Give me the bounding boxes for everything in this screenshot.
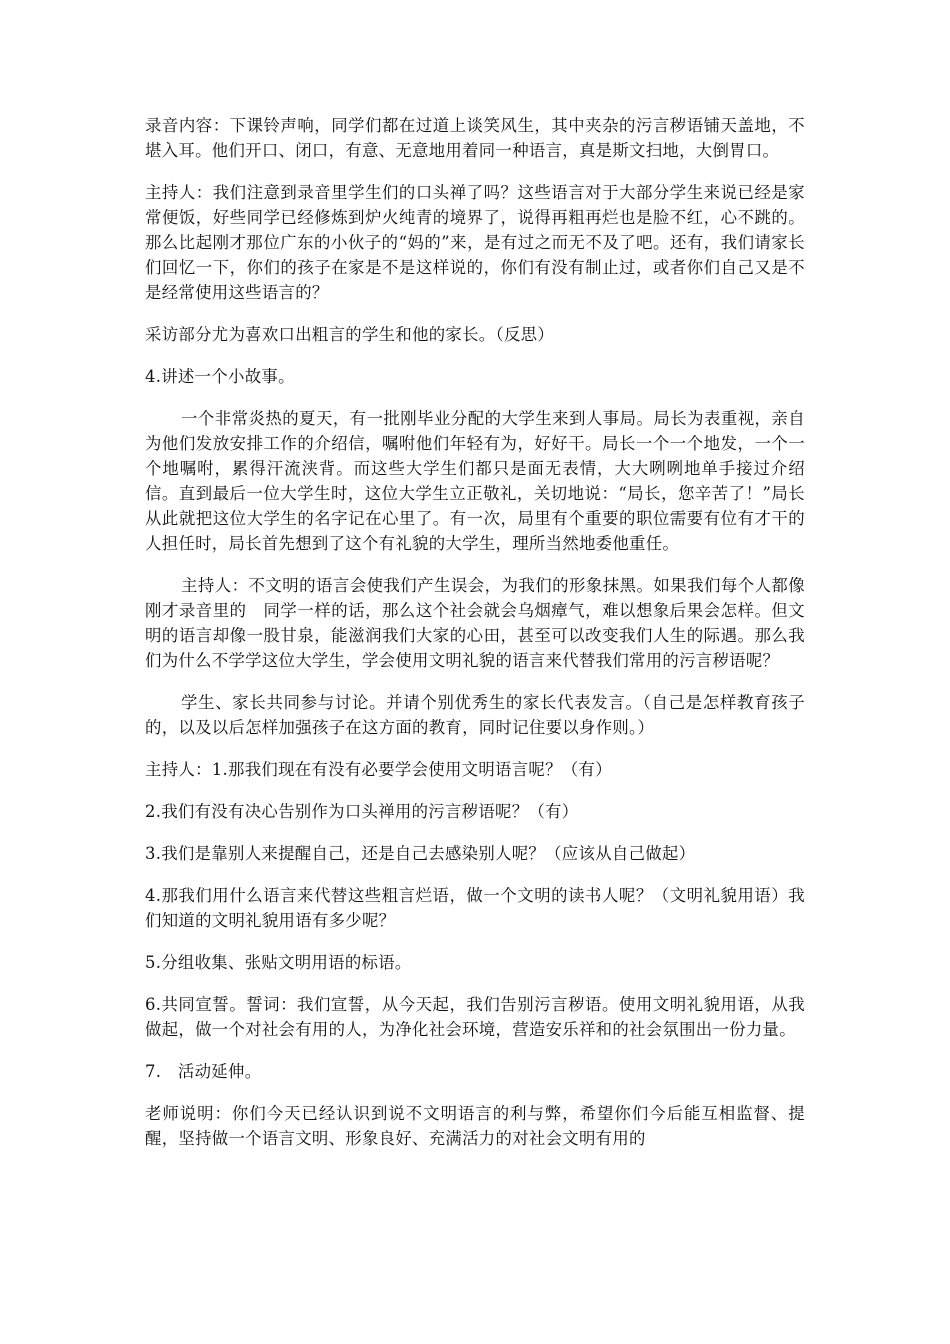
teacher-note-paragraph: 老师说明：你们今天已经认识到说不文明语言的利与弊，希望你们今后能互相监督、提醒，坚持做一个语言文明、形象良好、充满活力的对社会文明有用的 [145,1104,805,1148]
host-item-2: 2.我们有没有决心告别作为口头禅用的污言秽语呢？（有） [145,802,579,821]
host-item-1: 主持人：1.那我们现在有没有必要学会使用文明语言呢？（有） [145,760,612,779]
step-6-oath-paragraph: 6.共同宣誓。誓词：我们宣誓，从今天起，我们告别污言秽语。使用文明礼貌用语，从我做起，做一个对社会有用的人，为净化社会环境，营造安乐祥和的社会氛围出一份力量。 [145,995,805,1039]
story-paragraph: 一个非常炎热的夏天，有一批刚毕业分配的大学生来到人事局。局长为表重视，亲自为他们发放安排工作的介绍信，嘱咐他们年轻有为，好好干。局长一个一个地发，一个一个地嘱咐，累得汗流浃背。而这些大学生们都只是面无表情，大大咧咧地单手接过介绍信。直到最后一位大学生时，这位大学生立正敬礼，关切地说：“局长，您辛苦了！”局长从此就把这位大学生的名字记在心里了。有一次，局里有个重要的职位需要有位有才干的人担任时，局长首先想到了这个有礼貌的大学生，理所当然地委他重任。 [145,409,805,553]
interview-paragraph: 采访部分尤为喜欢口出粗言的学生和他的家长。（反思） [145,325,555,344]
document-page [145,113,805,1168]
host-comment-paragraph: 主持人：不文明的语言会使我们产生误会，为我们的形象抹黑。如果我们每个人都像刚才录音里的 同学一样的话，那么这个社会就会乌烟瘴气，难以想象后果会怎样。但文明的语言却像一股甘泉，能滋润我们大家的心田，甚至可以改变我们人生的际遇。那么我们为什么不学学这位大学生，学会使用文明礼貌的语言来代替我们常用的污言秽语呢？ [145,576,805,670]
step-7-heading: 7. 活动延伸。 [145,1062,262,1081]
discussion-paragraph: 学生、家长共同参与讨论。并请个别优秀生的家长代表发言。（自己是怎样教育孩子的，以及以后怎样加强孩子在这方面的教育，同时记住要以身作则。） [145,693,805,737]
recording-content-paragraph: 录音内容：下课铃声响，同学们都在过道上谈笑风生，其中夹杂的污言秽语铺天盖地，不堪入耳。他们开口、闭口，有意、无意地用着同一种语言，真是斯文扫地，大倒胃口。 [145,116,805,160]
step-5-paragraph: 5.分组收集、张贴文明用语的标语。 [145,953,412,972]
host-question-paragraph: 主持人：我们注意到录音里学生们的口头禅了吗？这些语言对于大部分学生来说已经是家常便饭，好些同学已经修炼到炉火纯青的境界了，说得再粗再烂也是脸不红，心不跳的。那么比起刚才那位广东的小伙子的“妈的”来，是有过之而无不及了吧。还有，我们请家长们回忆一下，你们的孩子在家是不是这样说的，你们有没有制止过，或者你们自己又是不是经常使用这些语言的？ [145,183,805,302]
host-item-4: 4.那我们用什么语言来代替这些粗言烂语，做一个文明的读书人呢？（文明礼貌用语）我们知道的文明礼貌用语有多少呢？ [145,886,805,930]
host-item-3: 3.我们是靠别人来提醒自己，还是自己去感染别人呢？（应该从自己做起） [145,844,696,863]
step-4-heading: 4.讲述一个小故事。 [145,367,295,386]
